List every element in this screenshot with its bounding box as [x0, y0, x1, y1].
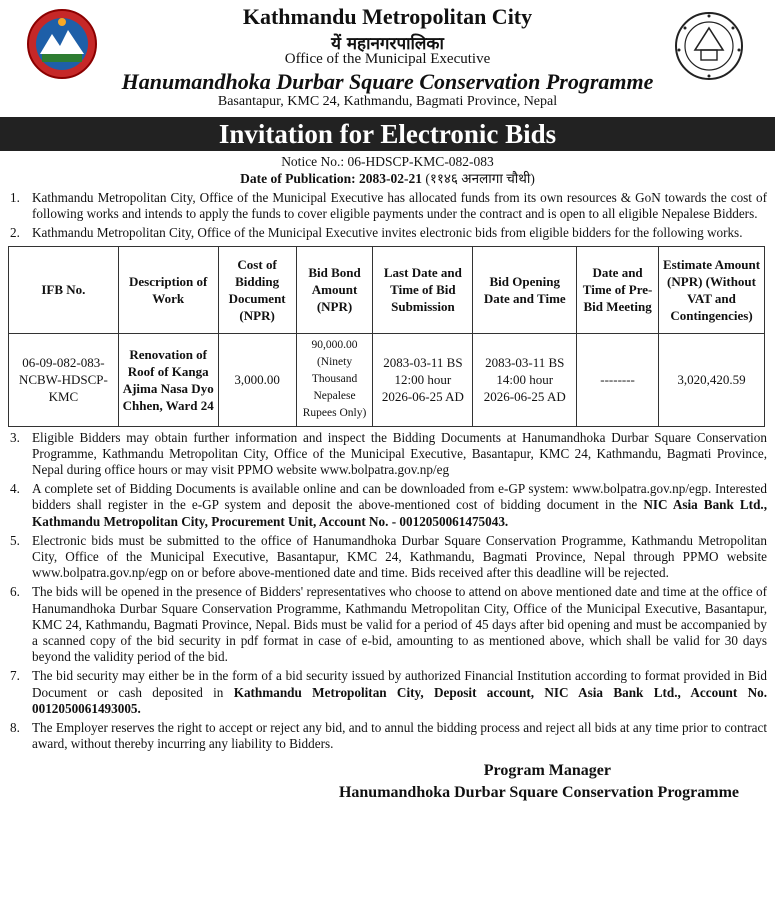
- cell-prebid: --------: [577, 333, 659, 426]
- cell-cost: 3,000.00: [218, 333, 296, 426]
- publication-date: [8, 170, 767, 187]
- header-description: Description of Work: [118, 246, 218, 333]
- clause-text: Eligible Bidders may obtain further information and inspect the Bidding Documents at Hanumandhoka Durbar Square Conservation Programme, Kathmandu Metropolitan City, Office of the Municipal Executive, Basantapur, KMC 24, Kathmandu, Bagmati Province, Nepal during office hours or may visit PPMO website www.bolpatra.gov.np/eg: [32, 429, 767, 478]
- clause-4: [8, 481, 767, 530]
- programme-seal-icon: [673, 10, 745, 82]
- clause-2: [8, 225, 767, 241]
- clause-number: 4.: [10, 481, 20, 497]
- clause-text-bold: NIC Asia Bank Ltd., Kathmandu Metropolitan City, Procurement Unit, Account No. - 0012050061475043.: [32, 497, 767, 529]
- page-title: Invitation for Electronic Bids: [0, 117, 775, 151]
- clause-number: 8.: [10, 720, 20, 736]
- table-row: [9, 333, 765, 426]
- clause-text: [32, 668, 767, 717]
- last-date-bs: 2083-03-11 BS: [383, 355, 463, 371]
- programme-name: Hanumandhoka Durbar Square Conservation Programme: [121, 69, 654, 94]
- clause-text-bold: Kathmandu Metropolitan City, Deposit account, NIC Asia Bank Ltd., Account No. 0012050061493005.: [32, 684, 767, 716]
- city-name-nepali: यें महानगरपालिका: [331, 34, 444, 54]
- clause-text: Kathmandu Metropolitan City, Office of the Municipal Executive invites electronic bids from eligible bidders for the following works.: [32, 225, 743, 241]
- cell-estimate: 3,020,420.59: [659, 333, 765, 426]
- table-header-row: [9, 246, 765, 333]
- clause-text: [32, 481, 767, 530]
- clause-1: [8, 190, 767, 222]
- notice-info: [8, 153, 767, 187]
- publication-date-nepali: (११४६ अनलागा चौथी): [425, 171, 535, 186]
- cell-description: Renovation of Roof of Kanga Ajima Nasa Dyo Chhen, Ward 24: [118, 333, 218, 426]
- cell-opening: [473, 333, 577, 426]
- signature-block: [8, 760, 767, 804]
- clause-number: 2.: [10, 225, 20, 241]
- header-cost: Cost of Bidding Document (NPR): [218, 246, 296, 333]
- clause-8: [8, 720, 767, 752]
- clause-3: [8, 430, 767, 479]
- header-prebid: Date and Time of Pre-Bid Meeting: [577, 246, 659, 333]
- header-opening: Bid Opening Date and Time: [473, 246, 577, 333]
- clause-text-plain: A complete set of Bidding Documents is available online and can be downloaded from e-GP system: www.bolpatra.gov.np/egp. Interested bidders shall register in the e-GP system and deposit the above-mentioned cost of bidding document in the: [32, 481, 767, 513]
- publication-date-label: Date of Publication: 2083-02-21: [240, 171, 422, 186]
- header-estimate: Estimate Amount (NPR) (Without VAT and Contingencies): [659, 246, 765, 333]
- clause-number: 7.: [10, 668, 20, 684]
- clause-text: The bids will be opened in the presence of Bidders' representatives who choose to attend on above mentioned date and time at the office of Hanumandhoka Durbar Square Conservation Programme, Kathmandu Metropolitan City, Office of the Municipal Executive, Basantapur, KMC 24, Kathmandu, Bagmati Province, Nepal. Bids must be valid for a period of 45 days after bid opening and must be accompanied by a scanned copy of the bid security in pdf format in case of e-bid, amounting to as mentioned above, which shall be valid for 30 days beyond the validity period of the bid.: [32, 584, 767, 665]
- clause-text: The Employer reserves the right to accept or reject any bid, and to annul the bidding process and reject all bids at any time prior to contract award, without thereby incurring any liability to Bidders.: [32, 720, 767, 752]
- clause-7: [8, 668, 767, 717]
- notice-number: Notice No.: 06-HDSCP-KMC-082-083: [281, 154, 494, 169]
- clause-5: [8, 533, 767, 582]
- last-time: 12:00 hour: [394, 372, 452, 388]
- signatory-org: Hanumandhoka Durbar Square Conservation Programme: [338, 784, 739, 802]
- header-last-date: Last Date and Time of Bid Submission: [373, 246, 473, 333]
- last-date-ad: 2026-06-25 AD: [381, 389, 464, 405]
- clause-text-plain: The bid security may either be in the form of a bid security issued by authorized Financial Institution according to format provided in Bid Document or cash deposited in: [32, 668, 767, 700]
- office-name: Office of the Municipal Executive: [284, 51, 491, 67]
- address: Basantapur, KMC 24, Kathmandu, Bagmati Province, Nepal: [217, 94, 558, 109]
- header-ifb: IFB No.: [9, 246, 119, 333]
- cell-last-date: [373, 333, 473, 426]
- open-date-ad: 2026-06-25 AD: [483, 389, 566, 405]
- header-bond: Bid Bond Amount (NPR): [296, 246, 373, 333]
- open-time: 14:00 hour: [496, 372, 554, 388]
- clause-number: 3.: [10, 429, 20, 445]
- cell-ifb: 06-09-082-083-NCBW-HDSCP-KMC: [9, 333, 119, 426]
- clause-6: [8, 584, 767, 665]
- city-name: Kathmandu Metropolitan City: [242, 4, 533, 29]
- clause-text: Electronic bids must be submitted to the office of Hanumandhoka Durbar Square Conservation Programme, Kathmandu Metropolitan City, Office of the Municipal Executive, Basantapur, KMC 24, Kathmandu, Bagmati Province, Nepal through PPMO website www.bolpatra.gov.np/egp on or before above-mentioned date and time. Bids received after this deadline will be rejected.: [32, 532, 767, 581]
- signatory-title: Program Manager: [483, 762, 611, 780]
- clause-number: 1.: [10, 190, 20, 205]
- clause-number: 6.: [10, 584, 20, 600]
- open-date-bs: 2083-03-11 BS: [485, 355, 565, 371]
- cell-bond: 90,000.00 (Ninety Thousand Nepalese Rupees Only): [296, 333, 373, 426]
- letterhead: [8, 0, 767, 115]
- bid-table: [8, 246, 765, 427]
- clause-number: 5.: [10, 532, 20, 548]
- clause-text: Kathmandu Metropolitan City, Office of the Municipal Executive has allocated funds from its own resources & GoN towards the cost of following works and intends to apply the funds to cover eligible payments under the contract and is open to all eligible Nepalese Bidders.: [32, 190, 767, 222]
